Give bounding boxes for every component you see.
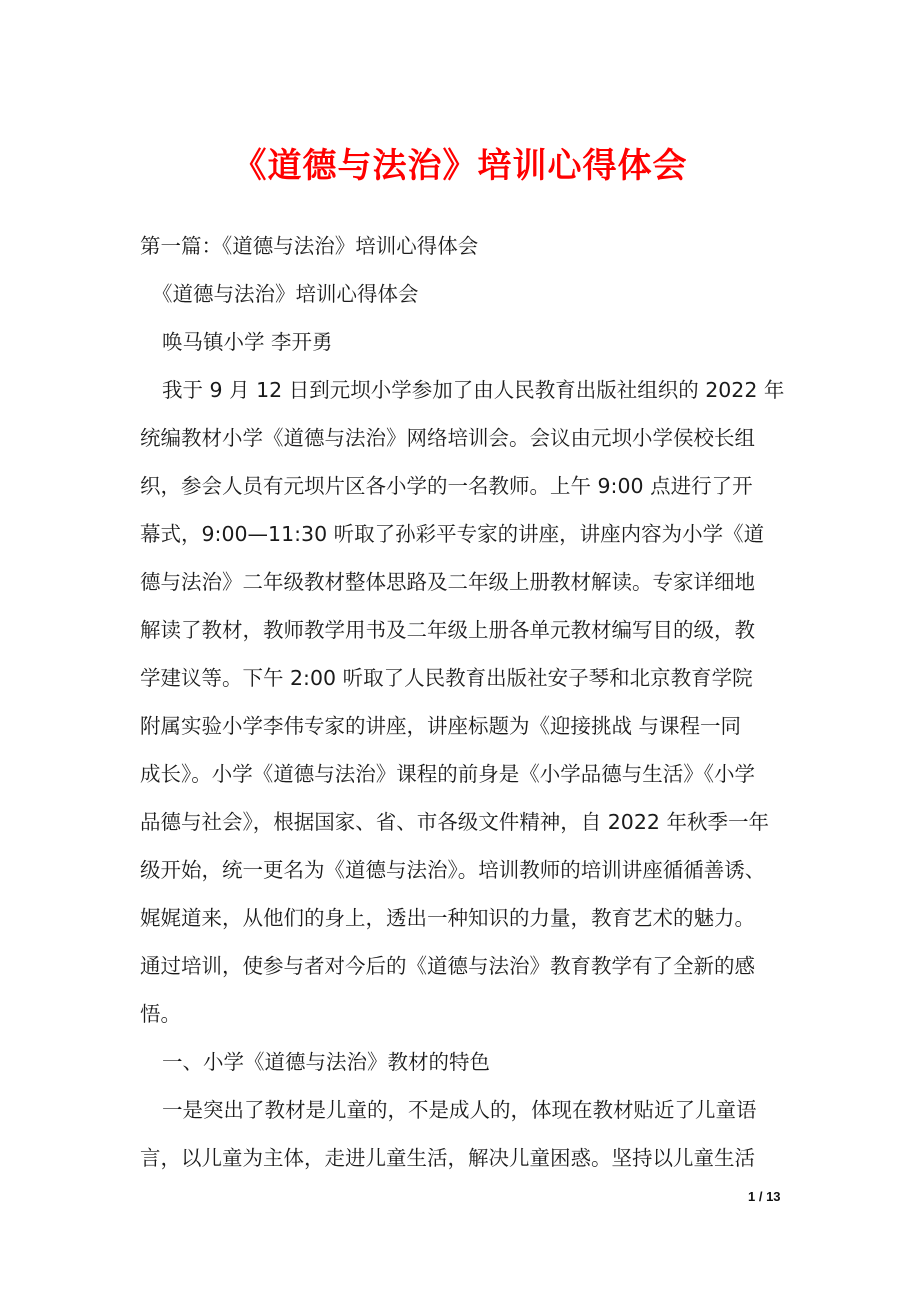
paragraph-line: 附属实验小学李伟专家的讲座，讲座标题为《迎接挑战 与课程一同	[140, 714, 742, 738]
paragraph-line: 德与法治》二年级教材整体思路及二年级上册教材解读。专家详细地	[140, 570, 755, 594]
paragraph-line: 解读了教材，教师教学用书及二年级上册各单元教材编写目的级，教	[140, 618, 755, 642]
paragraph-line: 我于 9 月 12 日到元坝小学参加了由人民教育出版社组织的 2022 年	[162, 378, 785, 402]
paragraph-line: 幕式，9:00—11:30 听取了孙彩平专家的讲座，讲座内容为小学《道	[140, 522, 765, 546]
subtitle: 《道德与法治》培训心得体会	[152, 282, 419, 306]
paragraph-line: 品德与社会》，根据国家、省、市各级文件精神，自 2022 年秋季一年	[140, 810, 769, 834]
author-line: 唤马镇小学 李开勇	[162, 330, 333, 354]
paragraph-line: 一是突出了教材是儿童的，不是成人的，体现在教材贴近了儿童语	[162, 1098, 757, 1122]
paragraph-line: 级开始，统一更名为《道德与法治》。培训教师的培训讲座循循善诱、	[140, 858, 766, 882]
paragraph-line: 织，参会人员有元坝片区各小学的一名教师。上午 9:00 点进行了开	[140, 474, 753, 498]
paragraph-line: 娓娓道来，从他们的身上，透出一种知识的力量，教育艺术的魅力。	[140, 906, 755, 930]
paragraph-line: 言，以儿童为主体，走进儿童生活，解决儿童困惑。坚持以儿童生活	[140, 1146, 755, 1170]
section-heading: 第一篇：《道德与法治》培训心得体会	[140, 234, 479, 258]
paragraph-line: 统编教材小学《道德与法治》网络培训会。会议由元坝小学侯校长组	[140, 426, 755, 450]
paragraph-line: 成长》。小学《道德与法治》课程的前身是《小学品德与生活》《小学	[140, 762, 755, 786]
paragraph-line: 学建议等。下午 2:00 听取了人民教育出版社安子琴和北京教育学院	[140, 666, 753, 690]
paragraph-line: 通过培训，使参与者对今后的《道德与法治》教育教学有了全新的感	[140, 954, 755, 978]
section-heading-one: 一、小学《道德与法治》教材的特色	[162, 1050, 490, 1074]
paragraph-line: 悟。	[140, 1002, 181, 1026]
document-title: 《道德与法治》培训心得体会	[232, 146, 688, 186]
page-number: 1 / 13	[748, 1189, 781, 1204]
